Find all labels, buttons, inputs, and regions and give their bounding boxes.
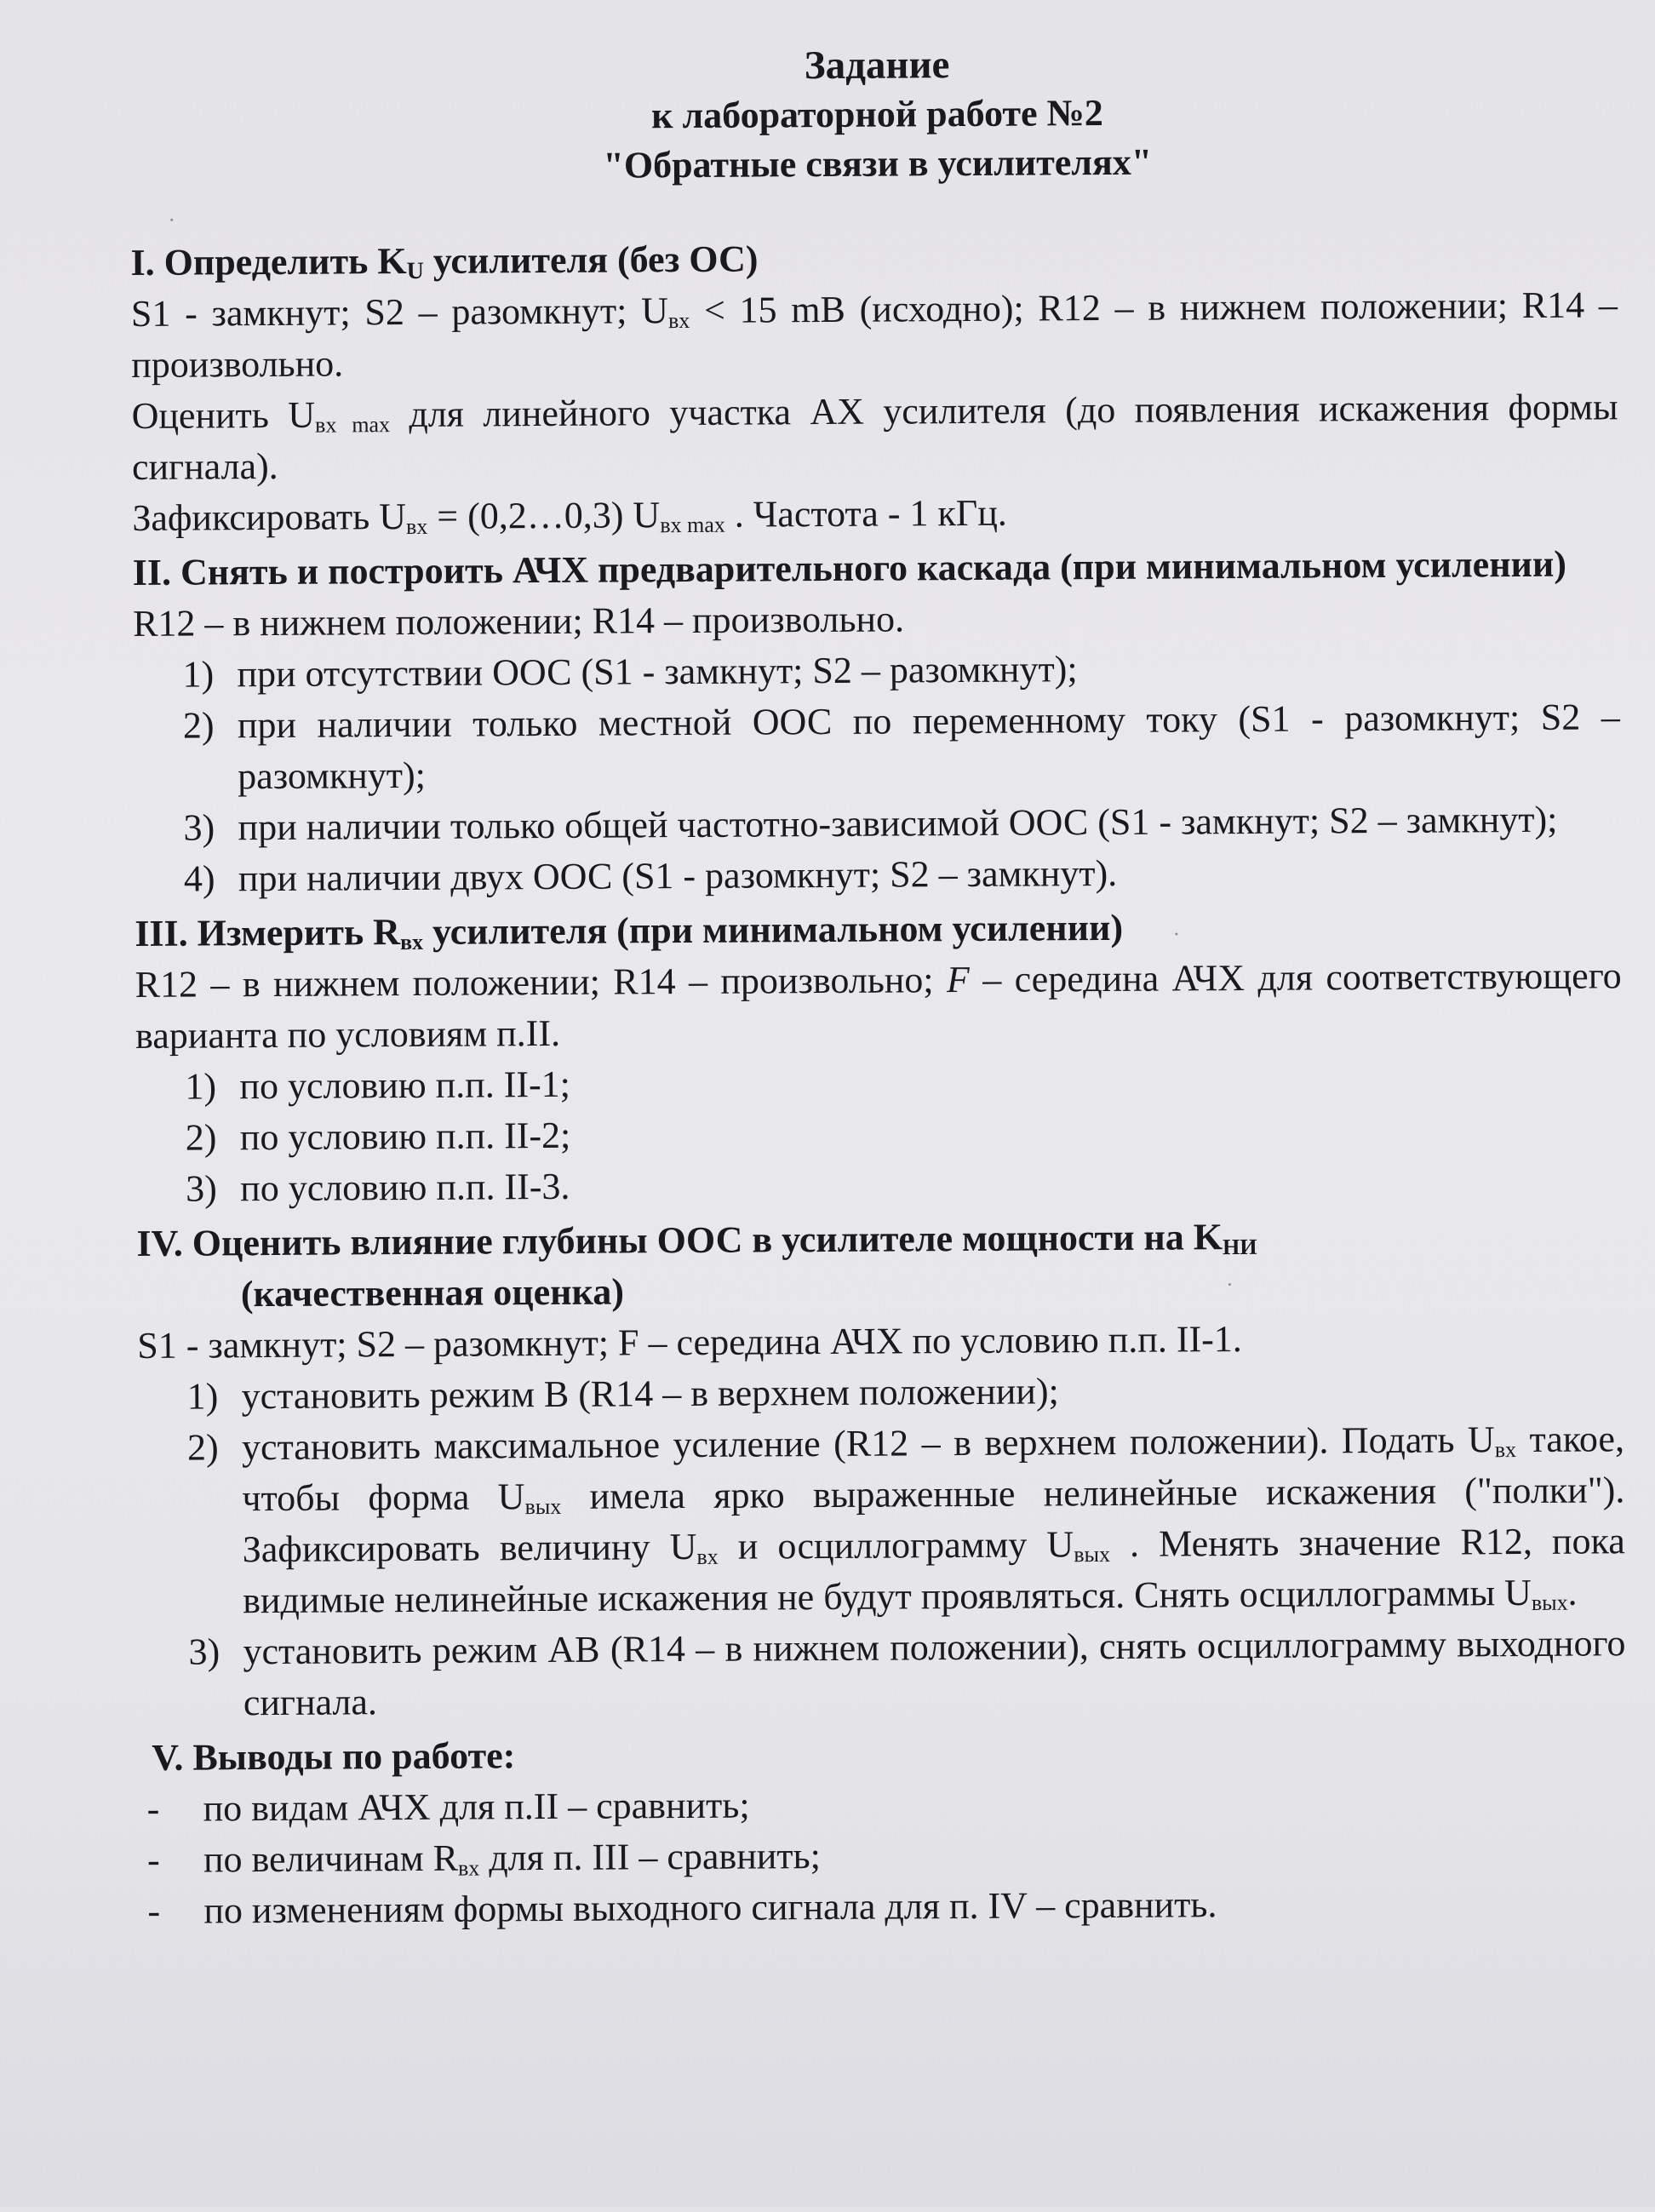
s4-item2-d: и осциллограмму U [718, 1523, 1074, 1567]
list-dash: - [147, 1889, 161, 1932]
s4-title-cont: (качественная оценка) [240, 1270, 625, 1315]
list-item-text: установить режим АВ (R14 – в нижнем положении), снять осциллограмму выходного сигнала. [243, 1622, 1626, 1724]
section-3-intro [135, 950, 1623, 1062]
paper-speck [1228, 1283, 1231, 1286]
list-item [137, 1362, 1624, 1423]
document-title: Задание [804, 43, 950, 89]
paper-speck [170, 219, 173, 221]
section-1-fix [132, 484, 1618, 544]
s5-item2-sub: вх [458, 1855, 480, 1881]
s1-line1-b: < 15 mB (исходно); R12 – в нижнем положении; R14 – произвольно. [131, 284, 1618, 386]
s1-line3-sub2: вх max [660, 512, 725, 538]
section-1-estimate [131, 381, 1618, 493]
s3-intro-b: – середина АЧХ для соответствующего варианта по условиям п.II. [135, 954, 1622, 1057]
s1-line3-b: = (0,2…0,3) U [427, 494, 661, 537]
s4-item2-c: имела ярко выраженные нелинейные искажения ("полки"). Зафиксировать величину U [242, 1469, 1625, 1571]
list-item [140, 1774, 1626, 1835]
list-item [134, 794, 1620, 854]
section-5-title: V. Выводы по работе: [152, 1734, 516, 1779]
s3-title-a: III. Измерить R [135, 911, 401, 954]
section-4-intro: S1 - замкнут; S2 – разомкнут; F – середина АЧХ по условию п.п. II-1. [137, 1318, 1242, 1367]
section-1-title-text: I. Определить K [130, 240, 407, 284]
section-1-title-text-b: усилителя (без ОС) [423, 238, 759, 282]
s1-line3-c: . Частота - 1 кГц. [724, 491, 1007, 536]
list-item [135, 1052, 1622, 1113]
list-item-text: при наличии только общей частотно-зависимой ООС (S1 - замкнут; S2 – замкнут); [238, 798, 1558, 849]
document-subtitle: к лабораторной работе №2 [650, 92, 1103, 137]
section-1-title-sub: U [406, 257, 424, 285]
list-item [138, 1413, 1625, 1627]
s3-intro-a: R12 – в нижнем положении; R14 – произвольно; [135, 959, 948, 1006]
list-item-text: при отсутствии ООС (S1 - замкнут; S2 – разомкнут); [237, 648, 1078, 696]
section-1-title [130, 228, 1617, 289]
section-3-title [135, 899, 1621, 960]
list-item-number: 1) [186, 1375, 219, 1418]
s1-line1-sub: вх [667, 307, 690, 334]
s4-title-a: IV. Оценить влияние глубины ООС в усилителе мощности на K [136, 1216, 1223, 1264]
list-item-number: 1) [182, 653, 215, 696]
list-item [140, 1825, 1627, 1886]
s4-item2-sub5: вых [1531, 1590, 1568, 1615]
list-item-number: 3) [186, 1167, 217, 1210]
list-item [139, 1618, 1626, 1729]
list-item-text: по изменениям формы выходного сигнала для п. IV – сравнить. [203, 1883, 1217, 1932]
list-item-number: 1) [185, 1065, 217, 1108]
s1-line1-a: S1 - замкнут; S2 – разомкнут; U [130, 289, 669, 335]
list-item [136, 1155, 1623, 1215]
s1-line3-a: Зафиксировать U [132, 496, 407, 539]
s4-item2-sub3: вх [696, 1544, 719, 1569]
s1-line2-sub: вх max [315, 412, 391, 438]
list-item [133, 640, 1619, 701]
list-item-text: при наличии двух ООС (S1 - разомкнут; S2 – замкнут). [238, 851, 1118, 900]
section-1-conditions [131, 279, 1618, 391]
document-body [130, 228, 1627, 1937]
s4-item2-e: . Менять значение R12, пока видимые нелинейные искажения не будут проявляться. Снять осциллограммы U [242, 1520, 1625, 1622]
document-header [138, 36, 1617, 193]
list-item-number: 2) [182, 704, 215, 747]
s1-line2-b: для линейного участка АХ усилителя (до появления искажения формы сигнала). [131, 386, 1618, 488]
list-item-number: 3) [183, 806, 215, 849]
section-4-title [136, 1209, 1624, 1321]
s4-item2-sub4: вых [1074, 1541, 1111, 1567]
list-item [134, 691, 1621, 803]
s1-line2-a: Оценить U [131, 393, 316, 437]
list-item-text: по видам АЧХ для п.II – сравнить; [203, 1784, 750, 1830]
list-item-text: по условию п.п. II-3. [240, 1165, 570, 1210]
list-item-number: 3) [188, 1630, 220, 1673]
s5-item2-b: для п. III – сравнить; [479, 1835, 822, 1879]
s4-title-sub: НИ [1223, 1234, 1257, 1260]
s3-title-sub: вх [399, 929, 424, 955]
list-dash: - [146, 1787, 160, 1830]
list-item [140, 1877, 1627, 1937]
s3-title-b: усилителя (при минимальном усилении) [422, 906, 1124, 953]
paper-speck [1175, 932, 1177, 935]
list-item-number: 2) [185, 1116, 217, 1159]
section-2-intro: R12 – в нижнем положении; R14 – произвольно. [132, 598, 905, 645]
s4-item2-b: такое, чтобы форма U [242, 1418, 1625, 1520]
s5-item2-a: по величинам R [203, 1837, 459, 1881]
s4-item2-sub1: вх [1494, 1437, 1517, 1463]
section-5-list [140, 1774, 1627, 1937]
document-topic: "Обратные связи в усилителях" [603, 140, 1153, 186]
list-item-text: по условию п.п. II-1; [239, 1063, 571, 1108]
list-dash: - [146, 1838, 160, 1881]
section-2-title: II. Снять и построить АЧХ предварительного каскада (при минимальном усилении) [132, 542, 1567, 593]
list-item [135, 845, 1621, 905]
s3-intro-f: F [946, 958, 971, 1001]
list-item [136, 1103, 1623, 1164]
s1-line3-sub1: вх [406, 513, 428, 540]
list-item-text: по условию п.п. II-2; [239, 1114, 571, 1159]
section-3-list [135, 1052, 1623, 1215]
list-item-text: при наличии только местной ООС по переменному току (S1 - разомкнут; S2 – разомкнут); [237, 696, 1620, 798]
section-2-list [133, 640, 1621, 905]
list-item-number: 4) [183, 857, 215, 900]
list-item-number: 2) [186, 1426, 219, 1469]
list-item-text: установить режим В (R14 – в верхнем положении); [241, 1370, 1059, 1418]
s4-item2-a: установить максимальное усиление (R12 – в верхнем положении). Подать U [241, 1418, 1495, 1469]
s4-item2-f: . [1567, 1571, 1578, 1613]
section-4-list [137, 1362, 1626, 1729]
s4-item2-sub2: вых [524, 1493, 562, 1520]
